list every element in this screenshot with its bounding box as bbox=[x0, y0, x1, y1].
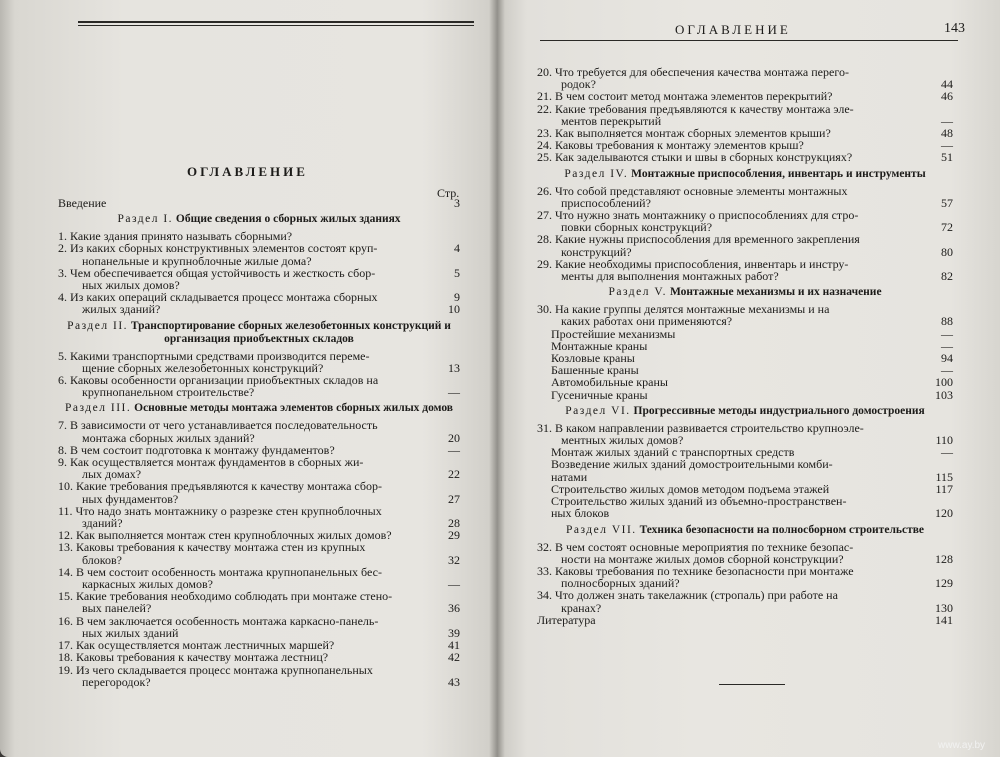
watermark: www.ay.by bbox=[938, 740, 986, 751]
toc-entry bbox=[537, 90, 953, 102]
toc-entry-page: — bbox=[448, 442, 460, 457]
toc-entry-text: полносборных зданий? bbox=[561, 576, 680, 591]
toc-entry-text: Введение bbox=[58, 196, 107, 210]
toc-entry-page bbox=[430, 541, 460, 553]
toc-entry bbox=[58, 242, 460, 254]
toc-entry-text: Строительство жилых домов методом подъема этажей bbox=[551, 481, 830, 496]
toc-entry-page: 43 bbox=[448, 674, 460, 689]
toc-entry-page: 72 bbox=[941, 220, 953, 235]
toc-entry-page: 27 bbox=[448, 491, 460, 506]
left-top-rule bbox=[78, 21, 474, 23]
toc-entry-page: 82 bbox=[941, 269, 953, 284]
toc-entry-text: Простейшие механизмы bbox=[551, 326, 676, 341]
toc-entry-text: 24. Каковы требования к монтажу элементов крыш? bbox=[537, 138, 804, 153]
toc-entry-page: 48 bbox=[941, 126, 953, 141]
toc-entry bbox=[58, 541, 460, 553]
toc-entry-text: нопанельные и крупноблочные жилые дома? bbox=[82, 253, 312, 268]
toc-entry-text: 6. Каковы особенности организации приобъектных складов на bbox=[58, 373, 379, 388]
toc-entry-text: 28. Какие нужны приспособления для временного закрепления bbox=[537, 232, 860, 247]
toc-entry-page: 128 bbox=[935, 551, 953, 566]
toc-entry bbox=[537, 541, 953, 553]
toc-entry-text: натами bbox=[551, 469, 588, 484]
toc-entry-page: 94 bbox=[941, 351, 953, 366]
toc-entry-text: 21. В чем состоит метод монтажа элементов перекрытий? bbox=[537, 89, 833, 104]
section-label: Раздел VI. bbox=[565, 404, 631, 417]
toc-entry-page: 22 bbox=[448, 467, 460, 482]
toc-entry bbox=[537, 246, 953, 258]
toc-entry-page: 110 bbox=[935, 433, 953, 448]
toc-entry-text: 8. В чем состоит подготовка к монтажу фундаментов? bbox=[58, 442, 335, 457]
toc-entry bbox=[58, 419, 460, 431]
toc-entry-text: ных блоков bbox=[551, 506, 610, 521]
toc-entry-text: каких работах они применяются? bbox=[561, 314, 733, 329]
toc-entry-text: 5. Какими транспортными средствами производится переме- bbox=[58, 348, 370, 363]
left-page bbox=[0, 0, 497, 757]
toc-entry bbox=[537, 66, 953, 78]
toc-section-heading bbox=[537, 524, 953, 537]
right-top-rule bbox=[540, 40, 958, 41]
toc-entry bbox=[58, 432, 460, 444]
page-column-label: Стр. bbox=[437, 186, 460, 200]
toc-entry-text: 2. Из каких сборных конструктивных элементов состоят круп- bbox=[58, 241, 378, 256]
toc-entry-text: 27. Что нужно знать монтажнику о приспособлениях для стро- bbox=[537, 208, 859, 223]
toc-entry-page: 141 bbox=[935, 612, 953, 627]
toc-entry-text: менты для выполнения монтажных работ? bbox=[561, 269, 779, 284]
toc-entry-text: 15. Какие требования необходимо соблюдать при монтаже стено- bbox=[58, 589, 393, 604]
toc-entry-text: крупнопанельном строительстве? bbox=[82, 385, 255, 400]
toc-entry-page: 29 bbox=[448, 528, 460, 543]
toc-entry-page: 115 bbox=[935, 469, 953, 484]
toc-entry-page: 39 bbox=[448, 625, 460, 640]
toc-entry bbox=[537, 507, 953, 519]
toc-entry-text: 14. В чем состоит особенность монтажа крупнопанельных бес- bbox=[58, 564, 382, 579]
section-label: Раздел III. bbox=[64, 402, 132, 415]
toc-entry bbox=[58, 651, 460, 663]
toc-entry-text: 9. Как осуществляется монтаж фундаментов в сборных жи- bbox=[58, 455, 364, 470]
toc-entry bbox=[58, 676, 460, 688]
toc-entry bbox=[537, 589, 953, 601]
toc-entry-text: 30. На какие группы делятся монтажные механизмы и на bbox=[537, 302, 830, 317]
toc-entry-page bbox=[923, 541, 953, 553]
toc-entry-text: ных жилых зданий bbox=[82, 625, 179, 640]
toc-section-heading bbox=[537, 168, 953, 181]
toc-entry bbox=[537, 458, 953, 470]
section-label: Раздел IV. bbox=[564, 167, 629, 180]
toc-entry-page bbox=[430, 419, 460, 431]
toc-entry-text: Гусеничные краны bbox=[551, 387, 648, 402]
toc-entry-text: ментов перекрытий bbox=[561, 113, 662, 128]
toc-entry-text: Монтаж жилых зданий с транспортных средств bbox=[551, 445, 795, 460]
section-title: Монтажные приспособления, инвентарь и инструменты bbox=[631, 167, 926, 180]
toc-entry-text: 12. Как выполняется монтаж стен крупноблочных жилых домов? bbox=[58, 528, 392, 543]
toc-section-heading bbox=[58, 320, 460, 346]
section-label: Раздел VII. bbox=[565, 523, 637, 536]
toc-entry-text: конструкций? bbox=[561, 244, 632, 259]
toc-entry-page: 103 bbox=[935, 387, 953, 402]
toc-entry-page: 20 bbox=[448, 430, 460, 445]
toc-entry-page bbox=[923, 458, 953, 470]
toc-entry-page: 32 bbox=[448, 552, 460, 567]
toc-entry-page: 130 bbox=[935, 600, 953, 615]
toc-entry-page: — bbox=[941, 138, 953, 153]
toc-entry-text: кранах? bbox=[561, 600, 602, 615]
toc-entry-text: повки сборных конструкций? bbox=[561, 220, 713, 235]
toc-entry bbox=[58, 255, 460, 267]
toc-entry-text: 11. Что надо знать монтажнику о разрезке стен крупноблочных bbox=[58, 503, 382, 518]
toc-entry-page: 120 bbox=[935, 506, 953, 521]
section-title: Прогрессивные методы индустриального домостроения bbox=[633, 404, 925, 417]
toc-section-heading bbox=[537, 286, 953, 299]
toc-entry-text: 22. Какие требования предъявляются к качеству монтажа эле- bbox=[537, 101, 854, 116]
toc-entry bbox=[537, 602, 953, 614]
end-rule bbox=[719, 684, 785, 685]
toc-entry-page: 100 bbox=[935, 375, 953, 390]
toc-entry-page bbox=[430, 664, 460, 676]
section-label: Раздел I. bbox=[117, 213, 174, 226]
toc-entry bbox=[58, 664, 460, 676]
toc-entry-page bbox=[923, 589, 953, 601]
toc-entry-page: 80 bbox=[941, 244, 953, 259]
toc-entry-page bbox=[430, 480, 460, 492]
toc-entry bbox=[537, 151, 953, 163]
toc-entry-text: родок? bbox=[561, 77, 596, 92]
toc-entry-page: 28 bbox=[448, 516, 460, 531]
toc-entry-text: приспособлений? bbox=[561, 195, 651, 210]
toc-entry bbox=[537, 103, 953, 115]
toc-entry-page: 117 bbox=[935, 481, 953, 496]
section-title: Техника безопасности на полносборном строительстве bbox=[639, 523, 925, 536]
toc-entry-text: каркасных жилых домов? bbox=[82, 577, 213, 592]
toc-entry bbox=[537, 614, 953, 626]
toc-entry-text: 7. В зависимости от чего устанавливается последовательность bbox=[58, 418, 378, 433]
toc-entry-text: Возведение жилых зданий домостроительными комби- bbox=[551, 457, 833, 472]
toc-entry-text: 1. Какие здания принято называть сборными? bbox=[58, 229, 293, 244]
toc-entry bbox=[58, 350, 460, 362]
toc-entry-text: Монтажные краны bbox=[551, 338, 648, 353]
toc-entry-text: жилых зданий? bbox=[82, 302, 161, 317]
toc-entry-text: ных фундаментов? bbox=[82, 491, 179, 506]
toc-title: ОГЛАВЛЕНИЕ bbox=[187, 164, 308, 179]
toc-entry bbox=[537, 270, 953, 282]
toc-entry-text: 20. Что требуется для обеспечения качества монтажа перего- bbox=[537, 65, 849, 79]
page-number: 143 bbox=[944, 21, 965, 36]
toc-entry-text: 16. В чем заключается особенность монтажа каркасно-панель- bbox=[58, 613, 379, 628]
toc-entry-page: 3 bbox=[454, 196, 460, 210]
toc-entry-text: Автомобильные краны bbox=[551, 375, 668, 390]
toc-entry-page: 129 bbox=[935, 576, 953, 591]
section-title: Монтажные механизмы и их назначение bbox=[669, 286, 882, 299]
toc-entry-page: 9 bbox=[454, 290, 460, 305]
toc-entry-page: 4 bbox=[454, 241, 460, 256]
toc-entry-page bbox=[430, 255, 460, 267]
toc-entry-text: 29. Какие необходимы приспособления, инвентарь и инстру- bbox=[537, 256, 849, 271]
toc-entry-page: — bbox=[941, 338, 953, 353]
toc-entry-text: ности на монтаже жилых домов сборной конструкции? bbox=[561, 551, 844, 566]
toc-entry-page: 36 bbox=[448, 601, 460, 616]
toc-entry-text: щение сборных железобетонных конструкций? bbox=[82, 360, 324, 375]
toc-entry bbox=[58, 197, 460, 209]
toc-entry-page: 13 bbox=[448, 360, 460, 375]
left-top-rule-thin bbox=[78, 25, 474, 26]
right-page bbox=[497, 0, 1000, 757]
toc-entry-page: — bbox=[941, 445, 953, 460]
toc-entry-text: 31. В каком направлении развивается строительство крупноэле- bbox=[537, 420, 864, 435]
toc-entry-page: — bbox=[941, 326, 953, 341]
left-toc-list bbox=[58, 197, 460, 688]
toc-entry bbox=[58, 480, 460, 492]
toc-entry-text: 4. Из каких операций складывается процесс монтажа сборных bbox=[58, 290, 378, 305]
toc-entry-text: блоков? bbox=[82, 552, 123, 567]
toc-entry bbox=[58, 303, 460, 315]
section-title: Общие сведения о сборных жилых зданиях bbox=[175, 213, 401, 226]
toc-entry-text: лых домах? bbox=[82, 467, 142, 482]
toc-section-heading bbox=[58, 213, 460, 226]
toc-section-heading bbox=[537, 405, 953, 418]
section-label: Раздел II. bbox=[67, 319, 129, 332]
toc-entry-page: 5 bbox=[454, 265, 460, 280]
toc-entry-page bbox=[430, 350, 460, 362]
toc-entry-text: ных жилых домов? bbox=[82, 278, 180, 293]
toc-entry-page bbox=[923, 185, 953, 197]
toc-entry-page: 51 bbox=[941, 150, 953, 165]
toc-entry bbox=[537, 233, 953, 245]
toc-entry-page: — bbox=[941, 363, 953, 378]
running-head: ОГЛАВЛЕНИЕ bbox=[675, 22, 791, 37]
book-gutter bbox=[489, 0, 505, 757]
toc-entry-page: — bbox=[448, 577, 460, 592]
toc-entry-text: монтажа сборных жилых зданий? bbox=[82, 430, 255, 445]
toc-entry-page: 46 bbox=[941, 89, 953, 104]
section-title: Транспортирование сборных железобетонных конструкций и организация приобъектных складов bbox=[130, 319, 451, 345]
toc-entry-page: 57 bbox=[941, 195, 953, 210]
toc-entry-text: 33. Каковы требования по технике безопасности при монтаже bbox=[537, 563, 854, 578]
toc-entry bbox=[58, 602, 460, 614]
toc-section-heading bbox=[58, 402, 460, 415]
toc-entry-page: 10 bbox=[448, 302, 460, 317]
toc-entry bbox=[537, 376, 953, 388]
toc-entry-text: 19. Из чего складывается процесс монтажа крупнопанельных bbox=[58, 662, 373, 677]
toc-entry-text: 23. Как выполняется монтаж сборных элементов крыши? bbox=[537, 126, 831, 141]
toc-entry-text: 25. Как заделываются стыки и швы в сборных конструкциях? bbox=[537, 150, 853, 165]
toc-entry bbox=[58, 386, 460, 398]
toc-entry-page: 88 bbox=[941, 314, 953, 329]
toc-entry-text: 26. Что собой представляют основные элементы монтажных bbox=[537, 183, 848, 198]
right-toc-list bbox=[537, 66, 953, 626]
toc-entry-text: 18. Каковы требования к качеству монтажа лестниц? bbox=[58, 650, 329, 665]
toc-entry-text: 10. Какие требования предъявляются к качеству монтажа сбор- bbox=[58, 479, 382, 494]
toc-entry-text: Башенные краны bbox=[551, 363, 639, 378]
toc-entry-text: ментных жилых домов? bbox=[561, 433, 684, 448]
toc-entry-text: Козловые краны bbox=[551, 351, 635, 366]
toc-entry-text: Строительство жилых зданий из объемно-пространствен- bbox=[551, 494, 847, 509]
toc-entry-text: Литература bbox=[537, 612, 596, 627]
toc-entry bbox=[537, 315, 953, 327]
toc-entry-page bbox=[923, 103, 953, 115]
toc-entry-page bbox=[923, 233, 953, 245]
section-label: Раздел V. bbox=[608, 286, 668, 299]
toc-entry-text: 13. Каковы требования к качеству монтажа стен из крупных bbox=[58, 540, 366, 555]
toc-entry-page: — bbox=[448, 385, 460, 400]
toc-entry-page: 44 bbox=[941, 77, 953, 92]
toc-entry-page: 41 bbox=[448, 638, 460, 653]
toc-entry bbox=[537, 185, 953, 197]
toc-entry-text: 17. Как осуществляется монтаж лестничных маршей? bbox=[58, 638, 335, 653]
toc-entry bbox=[537, 389, 953, 401]
toc-entry-text: 34. Что должен знать такелажник (стропаль) при работе на bbox=[537, 588, 838, 603]
section-title: Основные методы монтажа элементов сборных жилых домов bbox=[134, 402, 454, 415]
toc-entry-page: 42 bbox=[448, 650, 460, 665]
toc-entry-text: 3. Чем обеспечивается общая устойчивость и жесткость сбор- bbox=[58, 265, 376, 280]
toc-entry-text: зданий? bbox=[82, 516, 123, 531]
toc-entry-text: 32. В чем состоят основные мероприятия по технике безопас- bbox=[537, 539, 854, 554]
toc-entry-page: — bbox=[941, 113, 953, 128]
toc-entry-text: вых панелей? bbox=[82, 601, 152, 616]
toc-entry-text: перегородок? bbox=[82, 674, 151, 689]
